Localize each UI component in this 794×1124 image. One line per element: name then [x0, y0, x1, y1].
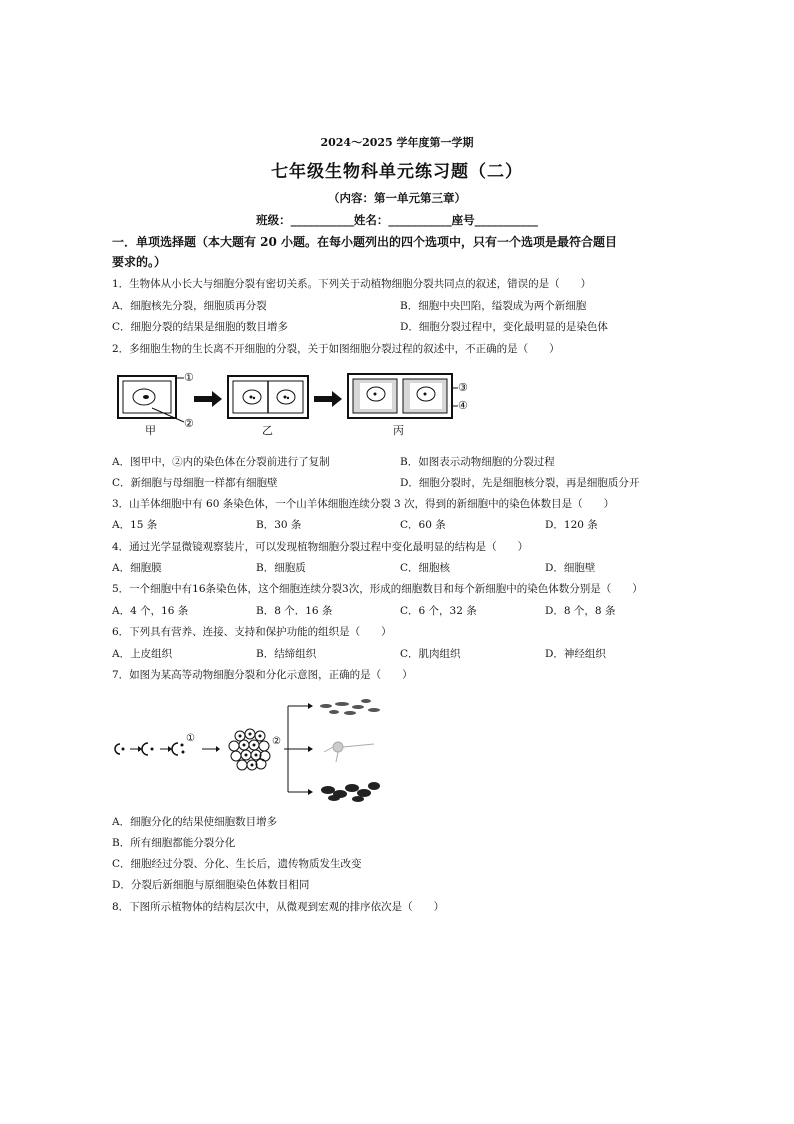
scope-label: （内容：第一单元第三章） [328, 191, 466, 205]
question-1-option-d[interactable]: D．细胞分裂过程中，变化最明显的是染色体 [400, 321, 608, 333]
question-6-stem: 6．下列具有营养、连接、支持和保护功能的组织是（ ） [112, 626, 392, 638]
question-5-stem: 5．一个细胞中有16条染色体，这个细胞连续分裂3次，形成的细胞数目和每个新细胞中的染色体数分别是（ ） [112, 583, 643, 595]
question-7-option-b[interactable]: B．所有细胞都能分裂分化 [112, 837, 236, 849]
figure-caption-bing: 丙 [393, 424, 404, 437]
question-4-option-a[interactable]: A．细胞膜 [112, 562, 162, 574]
question-4-option-c[interactable]: C．细胞核 [400, 562, 451, 574]
question-8-stem: 8．下图所示植物体的结构层次中，从微观到宏观的排序依次是（ ） [112, 901, 445, 913]
question-1-option-a[interactable]: A．细胞核先分裂，细胞质再分裂 [112, 300, 267, 312]
question-7-option-a[interactable]: A．细胞分化的结果使细胞数目增多 [112, 816, 278, 828]
question-6-option-a[interactable]: A．上皮组织 [112, 648, 173, 660]
figure-marker-1: ① [184, 371, 194, 384]
question-5-option-b[interactable]: B．8 个．16 条 [256, 605, 333, 617]
figure-caption-yi: 乙 [262, 424, 273, 437]
question-6-option-b[interactable]: B．结缔组织 [256, 648, 317, 660]
question-2-stem: 2．多细胞生物的生长离不开细胞的分裂，关于如图细胞分裂过程的叙述中，不正确的是（ ） [112, 343, 560, 355]
question-5-option-c[interactable]: C．6 个，32 条 [400, 605, 477, 617]
figure-marker-1: ① [186, 733, 195, 744]
question-2-option-c[interactable]: C．新细胞与母细胞一样都有细胞壁 [112, 477, 278, 489]
figure-caption-jia: 甲 [145, 424, 156, 437]
question-7-option-c[interactable]: C．细胞经过分裂、分化、生长后，遗传物质发生改变 [112, 858, 362, 870]
question-2-option-d[interactable]: D．细胞分裂时，先是细胞核分裂，再是细胞质分开 [400, 477, 640, 489]
question-3-option-a[interactable]: A．15 条 [112, 519, 158, 531]
section-heading: 一．单项选择题（本大题有 20 小题。在每小题列出的四个选项中，只有一个选项是最符合题目 [112, 235, 618, 249]
figure-marker-4: ④ [458, 399, 468, 412]
student-info-line: 班级：___________姓名：___________座号___________ [256, 213, 538, 227]
question-3-option-b[interactable]: B．30 条 [256, 519, 302, 531]
cell-differentiation-figure [112, 692, 412, 810]
section-heading-cont: 要求的。） [112, 255, 167, 269]
figure-marker-2: ② [272, 736, 281, 747]
question-7-option-d[interactable]: D．分裂后新细胞与原细胞染色体数目相同 [112, 879, 310, 891]
figure-marker-2: ② [184, 417, 194, 430]
question-3-option-c[interactable]: C．60 条 [400, 519, 446, 531]
question-2-option-b[interactable]: B．如图表示动物细胞的分裂过程 [400, 456, 555, 468]
term-label: 2024～2025 学年度第一学期 [320, 136, 474, 149]
question-5-option-d[interactable]: D．8 个，8 条 [545, 605, 616, 617]
question-4-stem: 4．通过光学显微镜观察装片，可以发现植物细胞分裂过程中变化最明显的结构是（ ） [112, 541, 529, 553]
question-2-option-a[interactable]: A．图甲中，②内的染色体在分裂前进行了复制 [112, 456, 330, 468]
question-5-option-a[interactable]: A．4 个，16 条 [112, 605, 189, 617]
question-3-stem: 3．山羊体细胞中有 60 条染色体，一个山羊体细胞连续分裂 3 次，得到的新细胞中的染色体数目是（ ） [112, 498, 615, 510]
cell-division-figure [112, 366, 472, 444]
question-1-option-c[interactable]: C．细胞分裂的结果是细胞的数目增多 [112, 321, 289, 333]
question-1-stem: 1．生物体从小长大与细胞分裂有密切关系。下列关于动植物细胞分裂共同点的叙述，错误的是（ ） [112, 278, 592, 290]
question-7-stem: 7．如图为某高等动物细胞分裂和分化示意图，正确的是（ ） [112, 669, 413, 681]
question-3-option-d[interactable]: D．120 条 [545, 519, 598, 531]
figure-marker-3: ③ [458, 381, 468, 394]
question-4-option-d[interactable]: D．细胞壁 [545, 562, 596, 574]
question-6-option-d[interactable]: D．神经组织 [545, 648, 606, 660]
question-4-option-b[interactable]: B．细胞质 [256, 562, 306, 574]
page-title: 七年级生物科单元练习题（二） [271, 162, 523, 182]
question-6-option-c[interactable]: C．肌肉组织 [400, 648, 461, 660]
question-1-option-b[interactable]: B．细胞中央凹陷，缢裂成为两个新细胞 [400, 300, 587, 312]
